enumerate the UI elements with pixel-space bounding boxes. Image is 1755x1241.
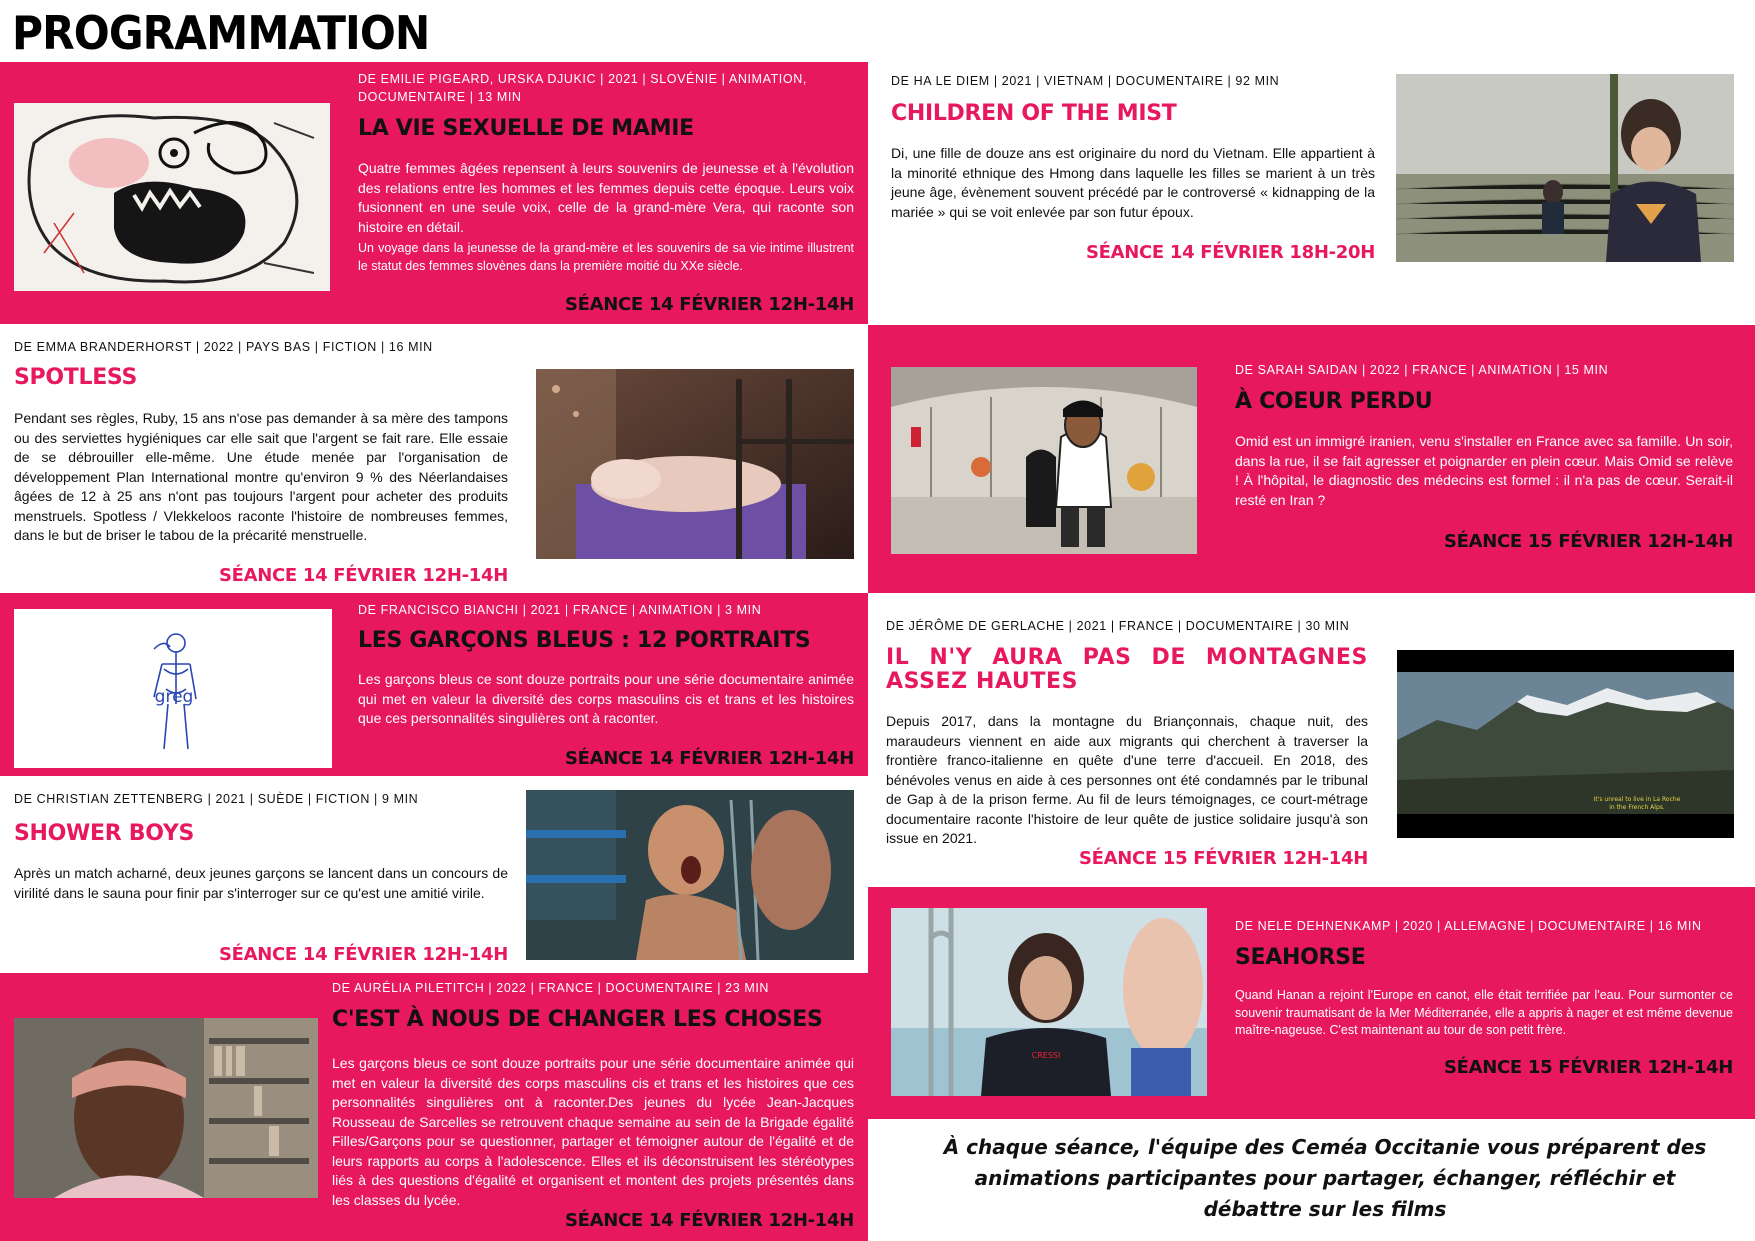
film-card-montagnes [868, 593, 1755, 887]
film-meta: DE AURÉLIA PILETITCH | 2022 | FRANCE | DOCUMENTAIRE | 23 MIN [332, 981, 770, 995]
film-seance: SÉANCE 14 FÉVRIER 12H-14H [218, 944, 508, 965]
film-meta: DE EMILIE PIGEARD, URSKA DJUKIC | 2021 | SLOVÉNIE | ANIMATION, DOCUMENTAIRE | 13 MIN [358, 72, 807, 104]
film-seance: SÉANCE 15 FÉVRIER 12H-14H [1443, 531, 1733, 552]
film-image-mist [1396, 74, 1734, 262]
film-card-spotless [0, 324, 868, 593]
film-description-extra: Un voyage dans la jeunesse de la grand-mère et les souvenirs de sa vie intime illustrent le statut des femmes slovènes dans la première moitié du XXe siècle. [358, 241, 854, 273]
film-image-montagnes [1397, 650, 1734, 838]
film-image-seahorse [891, 908, 1207, 1096]
film-title: LA VIE SEXUELLE DE MAMIE [358, 116, 694, 141]
image-subtitle-line2: in the French Alps. [1609, 804, 1665, 811]
film-meta: DE EMMA BRANDERHORST | 2022 | PAYS BAS | FICTION | 16 MIN [14, 340, 433, 354]
film-meta: DE CHRISTIAN ZETTENBERG | 2021 | SUÈDE | FICTION | 9 MIN [14, 792, 419, 806]
film-title: LES GARÇONS BLEUS : 12 PORTRAITS [358, 628, 811, 653]
film-seance: SÉANCE 14 FÉVRIER 12H-14H [564, 748, 854, 769]
film-image-choses [14, 1018, 318, 1198]
film-seance: SÉANCE 14 FÉVRIER 18H-20H [1085, 242, 1375, 263]
film-title: SPOTLESS [14, 365, 138, 390]
film-description: Depuis 2017, dans la montagne du Briançonnais, chaque nuit, des maraudeurs viennent en aide aux migrants qui cherchent à traverser la frontière franco-italienne en quête d'une terre d'accueil. En 2018, des bénévoles venus en aide à ces personnes ont été condamnés par le tribunal de Gap à de la prison ferme. Au fil de leurs témoignages, ce court-métrage documentaire raconte l'histoire de leur quête de justice solidaire jusqu'à son issue en 2021. [886, 713, 1368, 846]
film-card-mist [873, 62, 1755, 325]
film-seance: SÉANCE 15 FÉVRIER 12H-14H [1443, 1057, 1733, 1078]
film-card-mamie [0, 62, 868, 324]
film-card-seahorse [868, 887, 1755, 1119]
film-title: C'EST À NOUS DE CHANGER LES CHOSES [332, 1007, 823, 1032]
film-meta: DE SARAH SAIDAN | 2022 | FRANCE | ANIMATION | 15 MIN [1235, 363, 1609, 377]
film-title: SEAHORSE [1235, 945, 1366, 970]
film-card-garcons [0, 593, 868, 776]
film-card-coeur [868, 325, 1755, 593]
film-seance: SÉANCE 14 FÉVRIER 12H-14H [564, 1210, 854, 1231]
film-description: Pendant ses règles, Ruby, 15 ans n'ose pas demander à sa mère des tampons ou des serviettes hygiéniques car elle sait que l'argent se fait rare. Elle essaie de se débrouiller elle-même. Une étude menée par l'organisation de développement Plan International montre qu'environ 9 % des Néerlandaises âgées de 12 à 25 ans n'ont pas toujours l'argent pour acheter des produits menstruels. Spotless / Vlekkeloos raconte l'histoire de nombreuses femmes, dans le but de briser le tabou de la précarité menstruelle. [14, 410, 508, 543]
film-description: Quand Hanan a rejoint l'Europe en canot, elle était terrifiée par l'eau. Pour surmonter ce souvenir traumatisant de la Mer Méditerranée, elle a appris à nager et est même devenue maître-nageuse. C'est maintenant au tour de son petit frère. [1235, 988, 1733, 1037]
footer-note: À chaque séance, l'équipe des Ceméa Occitanie vous préparent des animations participantes pour partager, échanger, réfléchir et débattre sur les films [943, 1135, 1707, 1221]
film-title: À COEUR PERDU [1235, 389, 1433, 414]
film-card-choses [0, 973, 868, 1241]
film-card-shower [0, 776, 868, 973]
film-description: Les garçons bleus ce sont douze portraits pour une série documentaire animée qui met en valeur la diversité des corps masculins cis et trans et les histoires que ces personnalités singulières ont à raconter. [358, 671, 854, 726]
film-description: Di, une fille de douze ans est originaire du nord du Vietnam. Elle appartient à la minorité ethnique des Hmong dans laquelle les filles se marient à un très jeune âge, évènement souvent précédé par le controversé « kidnapping de la mariée » qui se voit enlevée par son futur époux. [891, 145, 1375, 220]
film-meta: DE HA LE DIEM | 2021 | VIETNAM | DOCUMENTAIRE | 92 MIN [891, 74, 1280, 88]
film-title: CHILDREN OF THE MIST [891, 101, 1177, 126]
film-image-mamie [14, 103, 330, 291]
film-description: Omid est un immigré iranien, venu s'installer en France avec sa famille. Un soir, dans la rue, il se fait agresser et poignarder en plein cœur. Mais Omid se relève ! À l'hôpital, le diagnostic des médecins est formel : il n'a pas de cœur. Serait-il resté en Iran ? [1235, 433, 1733, 508]
page-title: PROGRAMMATION [12, 6, 430, 60]
film-title: SHOWER BOYS [14, 821, 195, 846]
image-logo-cressi: CRESSI [1031, 1051, 1061, 1060]
film-meta: DE NELE DEHNENKAMP | 2020 | ALLEMAGNE | DOCUMENTAIRE | 16 MIN [1235, 919, 1702, 933]
film-title: IL N'Y AURA PAS DE MONTAGNES ASSEZ HAUTES [886, 645, 1368, 694]
film-meta: DE FRANCISCO BIANCHI | 2021 | FRANCE | ANIMATION | 3 MIN [358, 603, 762, 617]
film-image-coeur [891, 367, 1197, 554]
film-image-shower [526, 790, 854, 960]
film-image-spotless [536, 369, 854, 559]
image-caption-greg: greg [154, 687, 194, 707]
film-image-garcons [14, 609, 332, 768]
film-meta: DE JÉRÔME DE GERLACHE | 2021 | FRANCE | DOCUMENTAIRE | 30 MIN [886, 619, 1350, 633]
film-seance: SÉANCE 14 FÉVRIER 12H-14H [564, 294, 854, 315]
image-subtitle-line1: It's unreal to live in La Roche [1593, 796, 1681, 803]
film-description: Quatre femmes âgées repensent à leurs souvenirs de jeunesse et à l'évolution des relations entre les hommes et les femmes depuis cette époque. Leurs voix fusionnent en une seule voix, celle de la grand-mère Vera, qui raconte son histoire en détail. [358, 160, 854, 235]
film-description: Après un match acharné, deux jeunes garçons se lancent dans un concours de virilité dans le sauna pour finir par s'interroger sur ce qu'est une amitié virile. [14, 865, 508, 901]
film-description: Les garçons bleus ce sont douze portraits pour une série documentaire animée qui met en valeur la diversité des corps masculins cis et trans et les histoires que ces personnalités singulières ont à raconter.Des jeunes du lycée Jean-Jacques Rousseau de Sarcelles se retrouvent chaque semaine au sein de la Brigade égalité Filles/Garçons pour se questionner, partager et témoigner autour de l'égalité et de leurs rapports au corps à l'adolescence. Elles et ils déconstruisent les stéréotypes liés à des questions d'égalité et organisent et montent des projets présentés dans les classes du lycée. [332, 1055, 854, 1208]
film-seance: SÉANCE 14 FÉVRIER 12H-14H [218, 565, 508, 586]
film-seance: SÉANCE 15 FÉVRIER 12H-14H [1078, 848, 1368, 869]
